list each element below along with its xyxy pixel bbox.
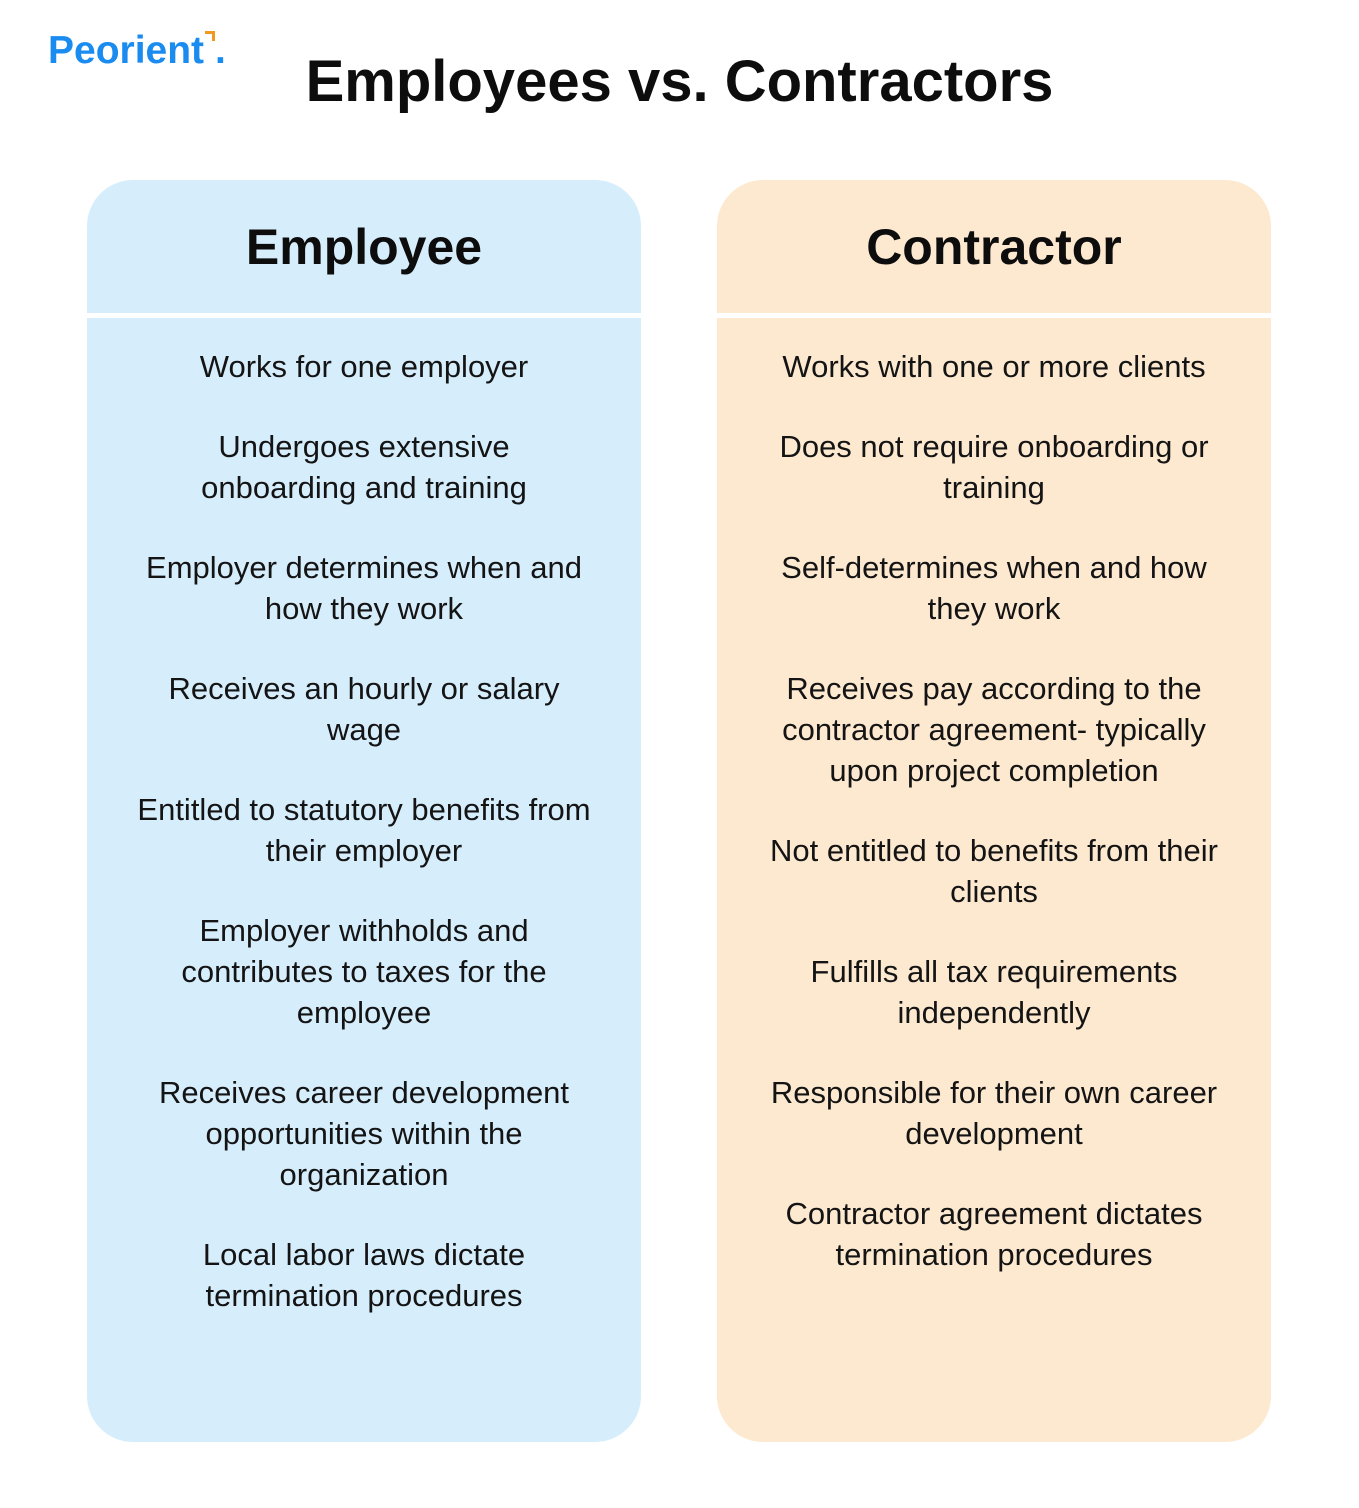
- list-item: Not entitled to benefits from their clients: [769, 833, 1218, 909]
- employee-column: [87, 180, 641, 1442]
- list-item: Undergoes extensive onboarding and training: [201, 429, 527, 505]
- employee-heading: Employee: [245, 218, 483, 275]
- list-item: Fulfills all tax requirements independently: [810, 954, 1178, 1030]
- list-item: Does not require onboarding or training: [779, 429, 1209, 505]
- list-item: Works with one or more clients: [782, 349, 1206, 384]
- list-item: Works for one employer: [199, 349, 529, 384]
- list-item: Receives pay according to the contractor agreement- typically upon project completion: [782, 671, 1206, 788]
- brand-dot: .: [215, 29, 226, 72]
- list-item: Entitled to statutory benefits from their employer: [137, 792, 591, 868]
- list-item: Self-determines when and how they work: [781, 550, 1207, 626]
- page-title: Employees vs. Contractors: [305, 49, 1054, 114]
- list-item: Employer withholds and contributes to taxes for the employee: [181, 913, 547, 1030]
- employee-list: [87, 318, 641, 1316]
- list-item: Local labor laws dictate termination procedures: [202, 1237, 526, 1313]
- list-item: Employer determines when and how they work: [146, 550, 582, 626]
- contractor-list: [717, 318, 1271, 1275]
- list-item: Contractor agreement dictates termination procedures: [785, 1196, 1203, 1272]
- list-item: Receives an hourly or salary wage: [168, 671, 560, 747]
- list-item: Receives career development opportunities within the organization: [158, 1075, 570, 1192]
- contractor-column: [717, 180, 1271, 1442]
- brand-name: Peorient: [48, 29, 205, 72]
- list-item: Responsible for their own career development: [770, 1075, 1218, 1151]
- contractor-heading: Contractor: [866, 218, 1122, 275]
- brand-corner-icon: [205, 31, 215, 41]
